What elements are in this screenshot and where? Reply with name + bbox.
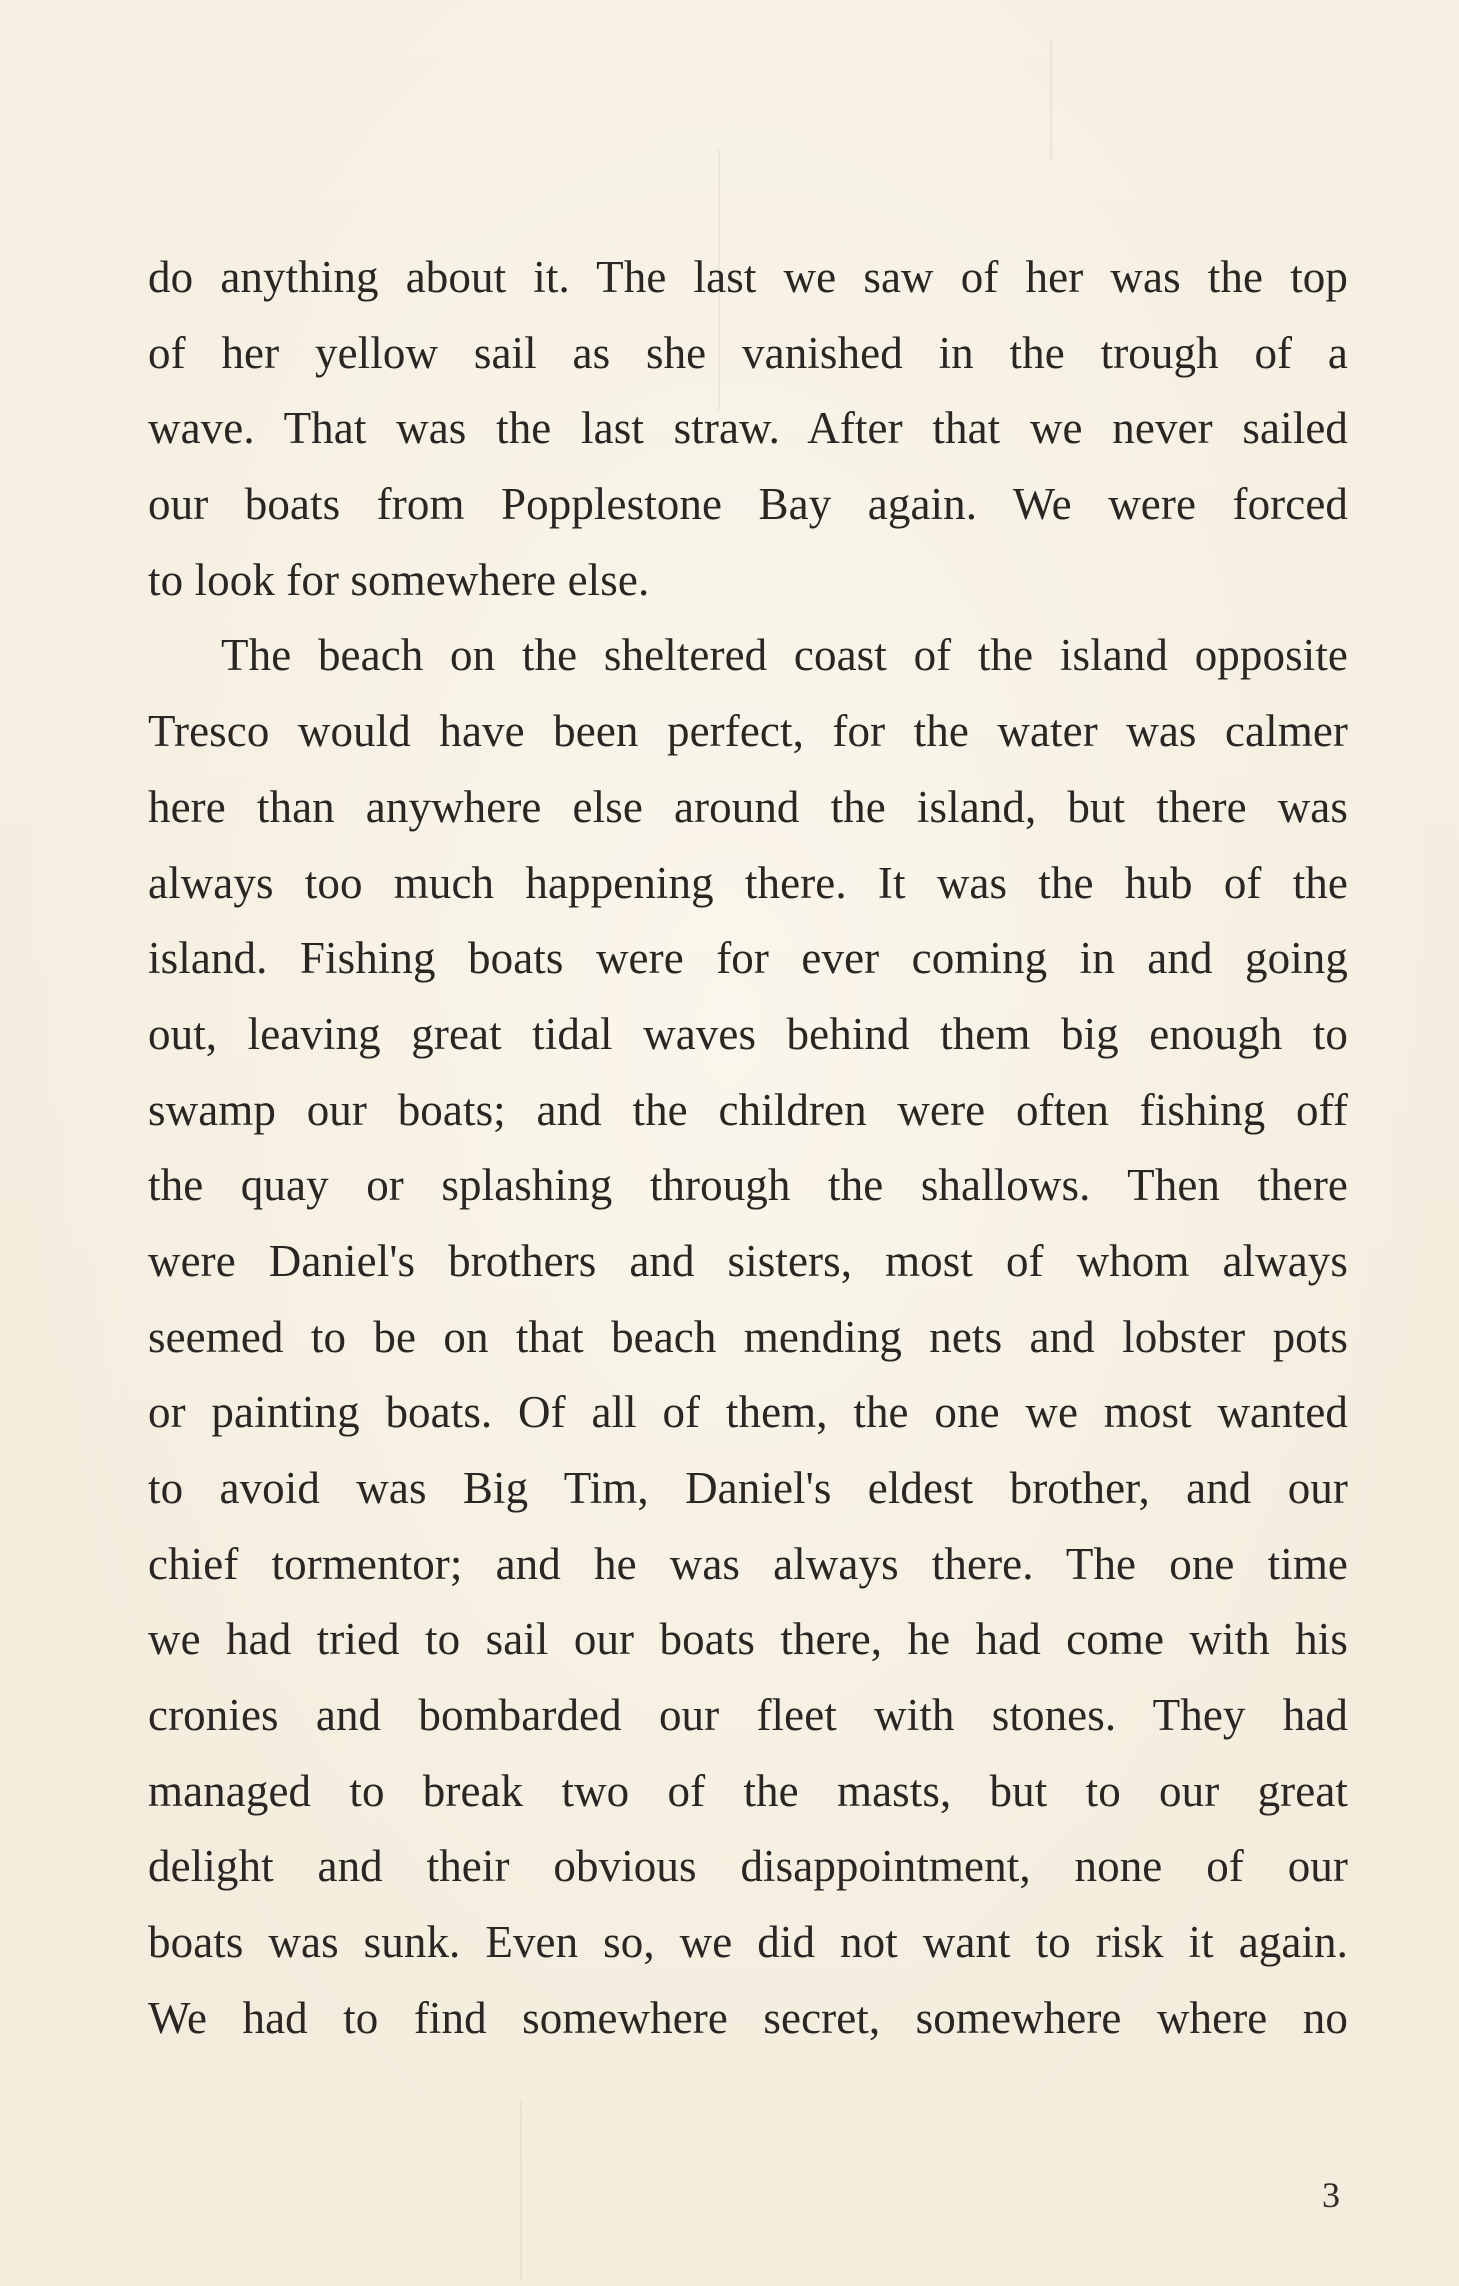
text-line: chief tormentor; and he was always there. The one time (148, 1538, 1348, 1589)
text-line: the quay or splashing through the shallows. Then there (148, 1160, 1348, 1211)
text-line: to avoid was Big Tim, Daniel's eldest brother, and our (148, 1463, 1348, 1513)
text-line: we had tried to sail our boats there, he had come with his (148, 1614, 1348, 1665)
text-line: cronies and bombarded our fleet with stones. They had (148, 1690, 1348, 1741)
text-line: out, leaving great tidal waves behind them big enough to (148, 1008, 1348, 1059)
text-line: delight and their obvious disappointment, none of our (148, 1841, 1348, 1892)
text-line: to look for somewhere else. (148, 554, 650, 605)
body-text (148, 240, 1348, 2057)
page-number: 3 (1322, 2175, 1340, 2215)
text-line: wave. That was the last straw. After that we never sailed (148, 403, 1348, 454)
text-line: do anything about it. The last we saw of her was the top (148, 252, 1348, 302)
text-line: island. Fishing boats were for ever coming in and going (148, 933, 1348, 984)
text-line: swamp our boats; and the children were often fishing off (148, 1084, 1348, 1135)
text-line: managed to break two of the masts, but to our great (148, 1765, 1348, 1816)
text-line: seemed to be on that beach mending nets and lobster pots (148, 1311, 1348, 1362)
text-line: always too much happening there. It was the hub of the (148, 857, 1348, 908)
text-line: our boats from Popplestone Bay again. We were forced (148, 479, 1348, 530)
text-line: We had to find somewhere secret, somewhere where no (148, 1992, 1348, 2043)
paper-crease (520, 2100, 522, 2280)
text-line: here than anywhere else around the island, but there was (148, 781, 1348, 832)
text-line: Tresco would have been perfect, for the water was calmer (148, 706, 1348, 757)
text-line: of her yellow sail as she vanished in the trough of a (148, 327, 1348, 378)
text-line: boats was sunk. Even so, we did not want to risk it again. (148, 1917, 1348, 1968)
paper-crease (1050, 40, 1052, 160)
text-line: The beach on the sheltered coast of the island opposite (221, 630, 1348, 681)
text-line: were Daniel's brothers and sisters, most of whom always (148, 1235, 1348, 1286)
text-line: or painting boats. Of all of them, the one we most wanted (148, 1387, 1348, 1438)
